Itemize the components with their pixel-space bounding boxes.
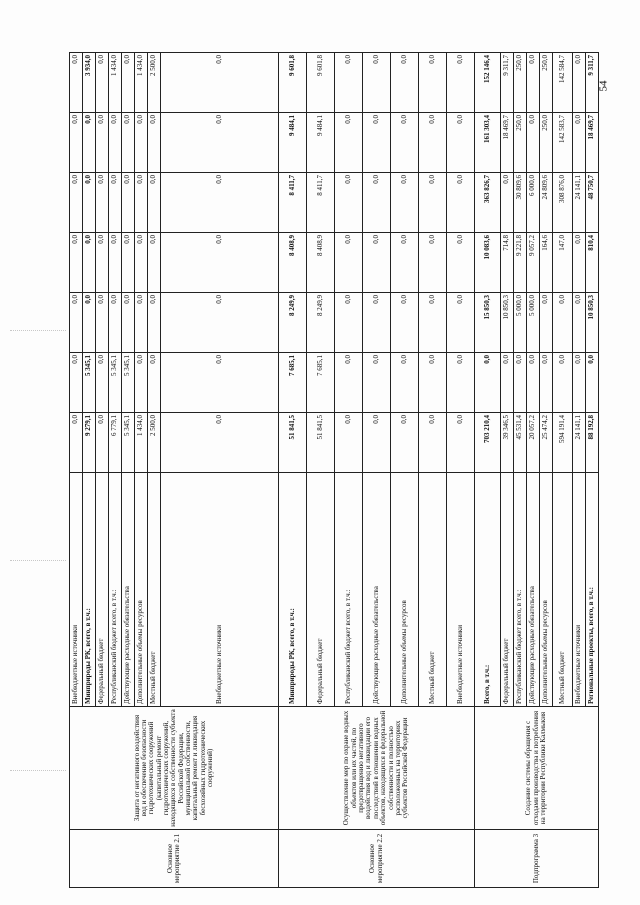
value-cell: 0,0: [122, 293, 135, 353]
value-cell: 48 750,7: [586, 173, 599, 233]
funding-source-cell: Федеральный бюджет: [307, 473, 335, 707]
value-cell: 0,0: [527, 53, 540, 113]
value-cell: 0,0: [335, 413, 363, 473]
value-cell: 5 345,1: [83, 353, 96, 413]
value-cell: 0,0: [553, 293, 573, 353]
value-cell: 0,0: [161, 113, 279, 173]
value-cell: 0,0: [514, 353, 527, 413]
value-cell: 0,0: [122, 53, 135, 113]
value-cell: 1 434,0: [135, 413, 148, 473]
funding-source-cell: Региональные проекты, всего, в т.ч.:: [586, 473, 599, 707]
funding-source-cell: Дополнительные объемы ресурсов: [391, 473, 419, 707]
value-cell: 15 850,3: [475, 293, 501, 353]
value-cell: 8 249,9: [307, 293, 335, 353]
margin-mark: [10, 560, 66, 561]
value-cell: 0,0: [135, 353, 148, 413]
value-cell: 0,0: [161, 353, 279, 413]
value-cell: 0,0: [96, 173, 109, 233]
value-cell: 0,0: [96, 413, 109, 473]
funding-source-cell: Федеральный бюджет: [501, 473, 514, 707]
value-cell: 0,0: [70, 53, 83, 113]
value-cell: 714,8: [501, 233, 514, 293]
value-cell: 0,0: [109, 293, 122, 353]
value-cell: 0,0: [83, 173, 96, 233]
funding-source-cell: Внебюджетные источники: [70, 473, 83, 707]
funding-source-cell: Республиканский бюджет всего, в т.ч.:: [109, 473, 122, 707]
value-cell: 363 826,7: [475, 173, 501, 233]
description-cell: Осуществление мер по охране водных объектов или их частей, по предотвращению негативного воздействия вод и ликвидации его последствий в отношении водных объектов, находящихся в федеральной собственности и полностью расположенных на территориях субъектов Российской Федерации: [279, 707, 475, 830]
value-cell: 0,0: [161, 293, 279, 353]
value-cell: 164,6: [540, 233, 553, 293]
value-cell: 0,0: [527, 113, 540, 173]
value-cell: 0,0: [447, 53, 475, 113]
value-cell: 0,0: [475, 353, 501, 413]
value-cell: 18 469,7: [501, 113, 514, 173]
funding-source-cell: Минприроды РК, всего, в т.ч.:: [279, 473, 307, 707]
funding-source-cell: Всего, в т.ч.:: [475, 473, 501, 707]
value-cell: 8 411,7: [307, 173, 335, 233]
page-number: 54: [597, 80, 610, 92]
value-cell: 0,0: [335, 173, 363, 233]
value-cell: 0,0: [391, 173, 419, 233]
value-cell: 8 408,9: [279, 233, 307, 293]
value-cell: 0,0: [161, 233, 279, 293]
value-cell: 594 191,4: [553, 413, 573, 473]
value-cell: 0,0: [586, 353, 599, 413]
value-cell: 24 141,1: [573, 173, 586, 233]
value-cell: 9 484,1: [307, 113, 335, 173]
value-cell: 2 500,0: [148, 413, 161, 473]
value-cell: 0,0: [148, 353, 161, 413]
value-cell: 7 685,1: [307, 353, 335, 413]
margin-mark: [10, 330, 66, 331]
value-cell: 0,0: [96, 53, 109, 113]
value-cell: 18 469,7: [586, 113, 599, 173]
value-cell: 20 057,2: [527, 413, 540, 473]
value-cell: 9 601,8: [307, 53, 335, 113]
rotated-table-container: [69, 53, 596, 888]
value-cell: 0,0: [148, 113, 161, 173]
measure-cell: Подпрограмма 3: [475, 830, 599, 888]
value-cell: 3 934,0: [83, 53, 96, 113]
description-cell: Создание системы обращения с отходами производства и потребления на территории Республики Калмыкия: [475, 707, 599, 830]
funding-source-cell: Внебюджетные источники: [573, 473, 586, 707]
value-cell: 9 484,1: [279, 113, 307, 173]
value-cell: 0,0: [109, 173, 122, 233]
value-cell: 0,0: [96, 113, 109, 173]
value-cell: 810,4: [586, 233, 599, 293]
value-cell: 9 279,1: [83, 413, 96, 473]
value-cell: 0,0: [363, 173, 391, 233]
value-cell: 0,0: [96, 233, 109, 293]
funding-source-cell: Федеральный бюджет: [96, 473, 109, 707]
value-cell: 0,0: [363, 353, 391, 413]
value-cell: 7 685,1: [279, 353, 307, 413]
value-cell: 0,0: [96, 353, 109, 413]
measure-cell: Основное мероприятие 2.1: [70, 830, 279, 888]
value-cell: 0,0: [96, 293, 109, 353]
funding-source-cell: Республиканский бюджет всего, в т.ч.:: [514, 473, 527, 707]
value-cell: 0,0: [447, 353, 475, 413]
value-cell: 0,0: [70, 173, 83, 233]
value-cell: 0,0: [83, 113, 96, 173]
value-cell: 0,0: [70, 233, 83, 293]
value-cell: 0,0: [135, 293, 148, 353]
value-cell: 0,0: [501, 353, 514, 413]
value-cell: 161 303,4: [475, 113, 501, 173]
value-cell: 0,0: [527, 353, 540, 413]
value-cell: 5 345,1: [109, 353, 122, 413]
value-cell: 0,0: [161, 413, 279, 473]
value-cell: 1 434,0: [109, 53, 122, 113]
funding-source-cell: Дополнительные объемы ресурсов: [540, 473, 553, 707]
value-cell: 0,0: [501, 173, 514, 233]
funding-source-cell: Действующие расходные обязательства: [363, 473, 391, 707]
funding-source-cell: Действующие расходные обязательства: [527, 473, 540, 707]
value-cell: 1 434,0: [135, 53, 148, 113]
value-cell: 0,0: [419, 173, 447, 233]
value-cell: 5 000,0: [527, 293, 540, 353]
value-cell: 0,0: [447, 113, 475, 173]
value-cell: 0,0: [363, 113, 391, 173]
value-cell: 45 531,4: [514, 413, 527, 473]
value-cell: 0,0: [391, 293, 419, 353]
value-cell: 0,0: [419, 233, 447, 293]
value-cell: 0,0: [122, 233, 135, 293]
value-cell: 8 411,7: [279, 173, 307, 233]
funding-source-cell: Местный бюджет: [553, 473, 573, 707]
value-cell: 0,0: [419, 413, 447, 473]
value-cell: 0,0: [447, 173, 475, 233]
funding-source-cell: Внебюджетные источники: [447, 473, 475, 707]
value-cell: 0,0: [573, 233, 586, 293]
value-cell: 250,0: [514, 113, 527, 173]
table-row: [475, 53, 501, 888]
value-cell: 2 500,0: [148, 53, 161, 113]
value-cell: 0,0: [70, 353, 83, 413]
value-cell: 6 000,0: [527, 173, 540, 233]
value-cell: 0,0: [135, 173, 148, 233]
value-cell: 10 850,3: [501, 293, 514, 353]
value-cell: 0,0: [135, 113, 148, 173]
value-cell: 0,0: [335, 353, 363, 413]
value-cell: 0,0: [70, 413, 83, 473]
value-cell: 0,0: [161, 173, 279, 233]
value-cell: 24 809,6: [540, 173, 553, 233]
funding-source-cell: Внебюджетные источники: [161, 473, 279, 707]
value-cell: 0,0: [135, 233, 148, 293]
value-cell: 10 083,6: [475, 233, 501, 293]
funding-source-cell: Местный бюджет: [419, 473, 447, 707]
value-cell: 0,0: [109, 113, 122, 173]
value-cell: 0,0: [419, 293, 447, 353]
value-cell: 0,0: [391, 113, 419, 173]
value-cell: 250,0: [514, 53, 527, 113]
value-cell: 0,0: [363, 293, 391, 353]
funding-source-cell: Местный бюджет: [148, 473, 161, 707]
margin-mark: [10, 770, 66, 771]
value-cell: 0,0: [573, 353, 586, 413]
funding-source-cell: Республиканский бюджет всего, в т.ч.:: [335, 473, 363, 707]
value-cell: 0,0: [573, 293, 586, 353]
value-cell: 142 583,7: [553, 113, 573, 173]
value-cell: 0,0: [83, 233, 96, 293]
value-cell: 30 809,6: [514, 173, 527, 233]
value-cell: 0,0: [419, 113, 447, 173]
value-cell: 250,0: [540, 113, 553, 173]
value-cell: 703 210,4: [475, 413, 501, 473]
value-cell: 0,0: [540, 353, 553, 413]
value-cell: 0,0: [335, 233, 363, 293]
value-cell: 0,0: [553, 353, 573, 413]
value-cell: 0,0: [335, 293, 363, 353]
value-cell: 5 000,0: [514, 293, 527, 353]
funding-source-cell: Действующие расходные обязательства: [122, 473, 135, 707]
value-cell: 0,0: [391, 53, 419, 113]
value-cell: 9 057,2: [527, 233, 540, 293]
value-cell: 6 779,1: [109, 413, 122, 473]
value-cell: 0,0: [148, 173, 161, 233]
value-cell: 0,0: [363, 233, 391, 293]
value-cell: 10 850,3: [586, 293, 599, 353]
value-cell: 0,0: [83, 293, 96, 353]
value-cell: 0,0: [363, 413, 391, 473]
value-cell: 8 249,9: [279, 293, 307, 353]
value-cell: 9 601,8: [279, 53, 307, 113]
value-cell: 0,0: [447, 293, 475, 353]
value-cell: 0,0: [70, 113, 83, 173]
value-cell: 0,0: [148, 293, 161, 353]
value-cell: 0,0: [419, 353, 447, 413]
value-cell: 250,0: [540, 53, 553, 113]
value-cell: 152 146,4: [475, 53, 501, 113]
value-cell: 0,0: [161, 53, 279, 113]
value-cell: 0,0: [363, 53, 391, 113]
value-cell: 0,0: [391, 353, 419, 413]
value-cell: 5 345,1: [122, 353, 135, 413]
value-cell: 88 192,8: [586, 413, 599, 473]
value-cell: 25 474,2: [540, 413, 553, 473]
value-cell: 0,0: [573, 53, 586, 113]
value-cell: 0,0: [447, 413, 475, 473]
funding-source-cell: Дополнительные объемы ресурсов: [135, 473, 148, 707]
value-cell: 9 221,8: [514, 233, 527, 293]
value-cell: 24 141,1: [573, 413, 586, 473]
value-cell: 0,0: [573, 113, 586, 173]
value-cell: 0,0: [335, 53, 363, 113]
value-cell: 0,0: [70, 293, 83, 353]
value-cell: 0,0: [419, 53, 447, 113]
value-cell: 0,0: [109, 233, 122, 293]
value-cell: 0,0: [391, 413, 419, 473]
value-cell: 308 876,0: [553, 173, 573, 233]
value-cell: 0,0: [335, 113, 363, 173]
value-cell: 0,0: [447, 233, 475, 293]
value-cell: 0,0: [391, 233, 419, 293]
value-cell: 39 346,5: [501, 413, 514, 473]
budget-table: [69, 52, 599, 888]
value-cell: 0,0: [122, 113, 135, 173]
value-cell: 5 345,1: [122, 413, 135, 473]
table-row: [70, 53, 83, 888]
funding-source-cell: Минприроды РК, всего, в т.ч.:: [83, 473, 96, 707]
value-cell: 0,0: [122, 173, 135, 233]
value-cell: 142 584,7: [553, 53, 573, 113]
table-row: [279, 53, 307, 888]
value-cell: 147,0: [553, 233, 573, 293]
value-cell: 51 841,5: [279, 413, 307, 473]
description-cell: Защита от негативного воздействия вод и обеспечение безопасности гидротехнических сооружений (капитальный ремонт гидротехнических сооружений, находящихся в собственности субъекта Российской Федерации, муниципальной собственности, капитальный ремонт и ликвидация бесхозяйных гидротехнических сооружений): [70, 707, 279, 830]
value-cell: 8 408,9: [307, 233, 335, 293]
value-cell: 9 311,7: [586, 53, 599, 113]
measure-cell: Основное мероприятие 2.2: [279, 830, 475, 888]
value-cell: 0,0: [148, 233, 161, 293]
value-cell: 0,0: [540, 293, 553, 353]
value-cell: 9 311,7: [501, 53, 514, 113]
value-cell: 51 841,5: [307, 413, 335, 473]
